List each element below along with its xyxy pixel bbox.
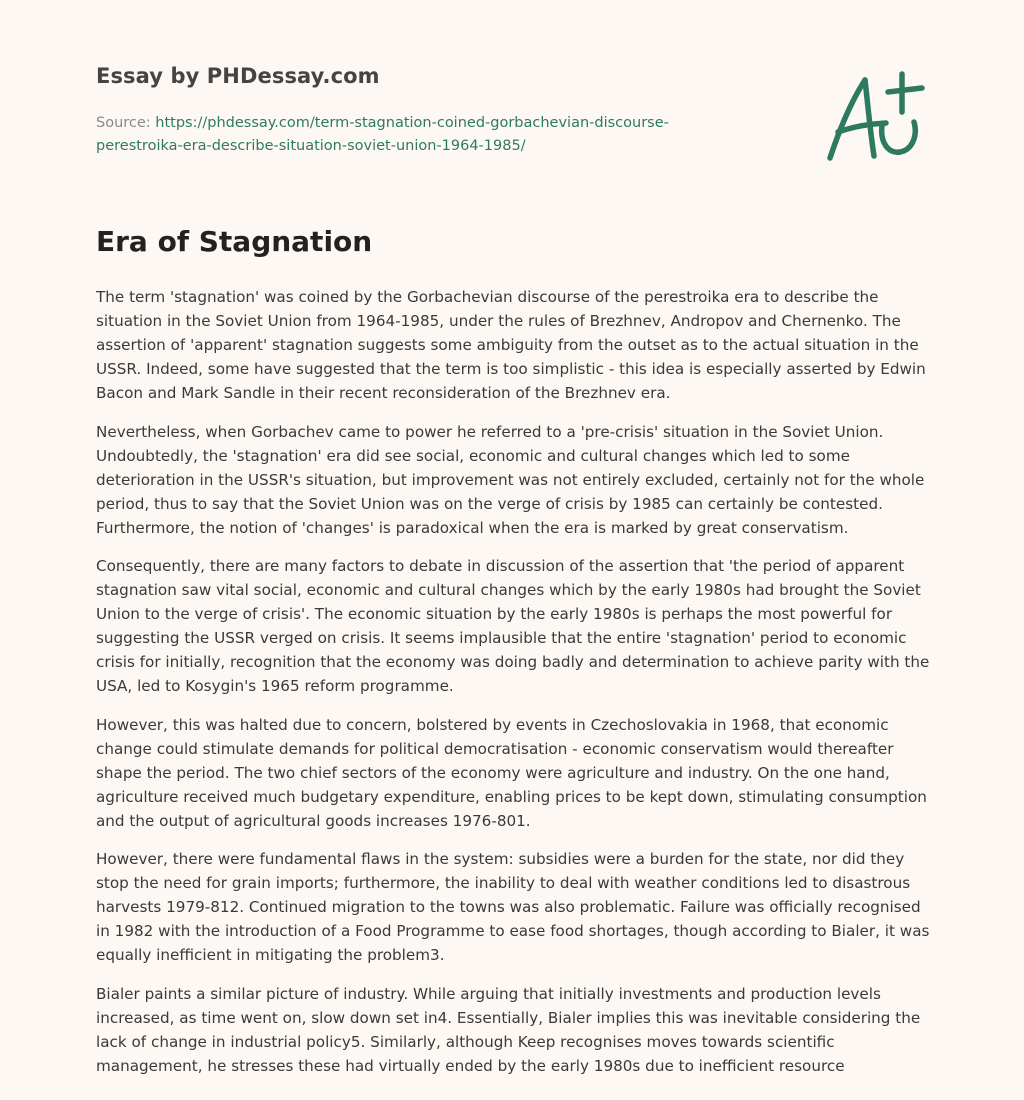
source-link-line-1: https://phdessay.com/term-stagnation-coined-gorbachevian-discourse-	[155, 115, 669, 131]
source-link-line-2: perestroika-era-describe-situation-soviet-union-1964-1985/	[96, 138, 526, 154]
essay-paragraph-3: Consequently, there are many factors to debate in discussion of the assertion that 'the period of apparent stagnation saw vital social, economic and cultural changes which by the early 1980s had brought the Soviet Union to the verge of crisis'. The economic situation by the early 1980s is perhaps the most powerful for suggesting the USSR verged on crisis. It seems implausible that the entire 'stagnation' period to economic crisis for initially, recognition that the economy was doing badly and determination to achieve parity with the USA, led to Kosygin's 1965 reform programme.	[96, 557, 930, 695]
essay-paragraph-4: However, this was halted due to concern, bolstered by events in Czechoslovakia in 1968, that economic change could stimulate demands for political democratisation - economic conservatism would thereafter shape the period. The two chief sectors of the economy were agriculture and industry. On the one hand, agriculture received much budgetary expenditure, enabling prices to be kept down, stimulating consumption and the output of agricultural goods increases 1976-801.	[96, 715, 927, 830]
essay-paragraph-6: Bialer paints a similar picture of industry. While arguing that initially investments and production levels increased, as time went on, slow down set in4. Essentially, Bialer implies this was inevitable considering the lack of change in industrial policy5. Similarly, although Keep recognises moves towards scientific management, he stresses these had virtually ended by the early 1980s due to inefficient resource	[96, 984, 921, 1075]
source-line	[96, 112, 736, 158]
essay-paragraph-5: However, there were fundamental flaws in the system: subsidies were a burden for the state, nor did they stop the need for grain imports; furthermore, the inability to deal with weather conditions led to disastrous harvests 1979-812. Continued migration to the towns was also problematic. Failure was officially recognised in 1982 with the introduction of a Food Programme to ease food shortages, though according to Bialer, it was equally inefficient in mitigating the problem3.	[96, 850, 930, 964]
essay-title: Era of Stagnation	[96, 225, 373, 258]
source-link[interactable]	[96, 115, 669, 154]
essay-body	[96, 285, 932, 1092]
essay-paragraph-1: The term 'stagnation' was coined by the Gorbachevian discourse of the perestroika era to describe the situation in the Soviet Union from 1964-1985, under the rules of Brezhnev, Andropov and Chernenko. The assertion of 'apparent' stagnation suggests some ambiguity from the outset as to the actual situation in the USSR. Indeed, some have suggested that the term is too simplistic - this idea is especially asserted by Edwin Bacon and Mark Sandle in their recent reconsideration of the Brezhnev era.	[96, 288, 926, 402]
source-label: Source:	[96, 115, 151, 131]
essay-paragraph-2: Nevertheless, when Gorbachev came to power he referred to a 'pre-crisis' situation in the Soviet Union. Undoubtedly, the 'stagnation' era did see social, economic and cultural changes which led to some deterioration in the USSR's situation, but improvement was not entirely excluded, certainly not for the whole period, thus to say that the Soviet Union was on the verge of crisis by 1985 can certainly be contested. Furthermore, the notion of 'changes' is paradoxical when the era is marked by great conservatism.	[96, 422, 925, 537]
a-plus-grade-icon	[818, 66, 930, 166]
site-title: Essay by PHDessay.com	[96, 64, 380, 88]
